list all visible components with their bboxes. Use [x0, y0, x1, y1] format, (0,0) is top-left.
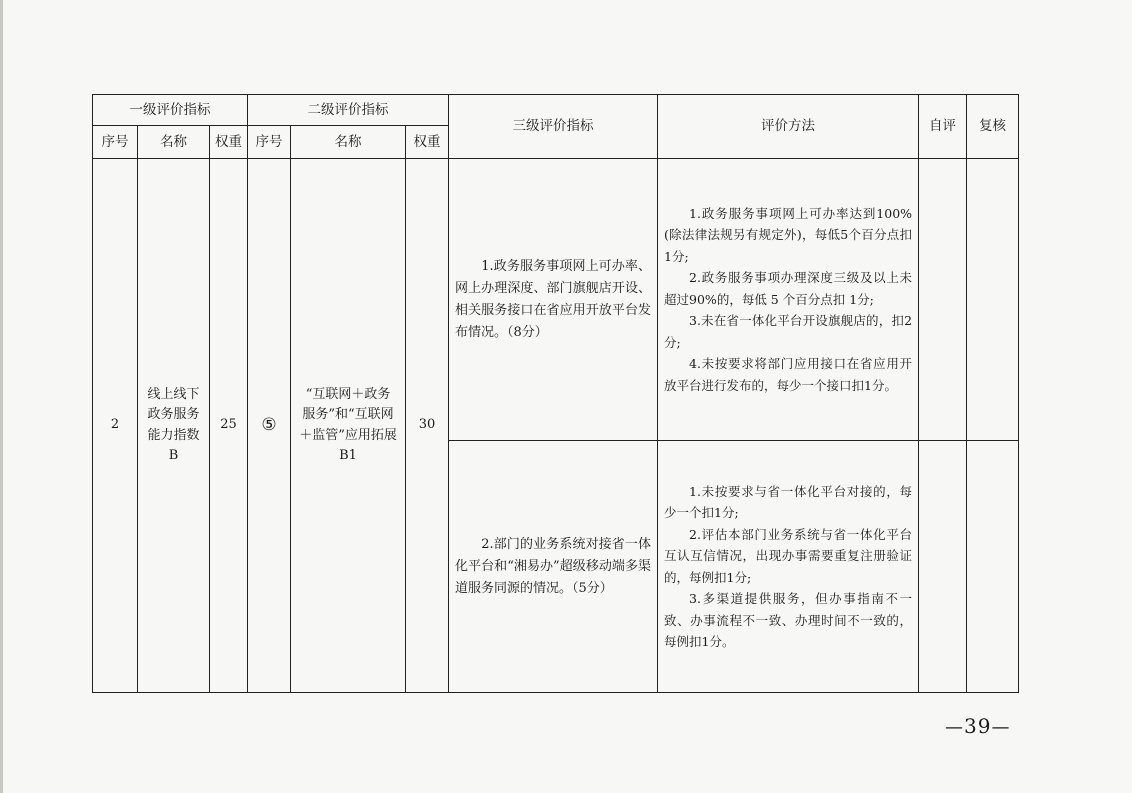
l1-weight-cell: 25	[210, 159, 248, 693]
self-eval-cell-1[interactable]	[919, 159, 967, 441]
l2-name-line: B1	[339, 447, 357, 463]
header-method: 评价方法	[658, 95, 919, 159]
criterion-1: 1.政务服务事项网上可办率、网上办理深度、部门旗舰店开设、相关服务接口在省应用开放平台发布情况。（8分）	[449, 159, 658, 441]
method-1-item: 3.未在省一体化平台开设旗舰店的，扣2分;	[664, 313, 913, 350]
l1-name-line: 能力指数	[147, 427, 200, 443]
evaluation-table	[92, 94, 1019, 693]
method-2-item: 3.多渠道提供服务，但办事指南不一致、办事流程不一致、办理时间不一致的，每例扣1分。	[664, 591, 913, 649]
header-level3: 三级评价指标	[449, 95, 658, 159]
l2-name-line: ＋监管”应用拓展	[299, 427, 397, 443]
method-2	[658, 441, 919, 693]
header-l1-weight: 权重	[210, 126, 248, 159]
l1-no-cell: 2	[93, 159, 138, 693]
l2-name-line: 服务”和“互联网	[302, 407, 394, 423]
l1-name-line: 政务服务	[147, 407, 200, 423]
header-self-eval: 自评	[919, 95, 967, 159]
l2-weight-cell: 30	[406, 159, 449, 693]
l2-name-line: “互联网＋政务	[305, 387, 391, 403]
header-l1-no: 序号	[93, 126, 138, 159]
review-cell-1[interactable]	[967, 159, 1019, 441]
page-dash-right: —	[991, 717, 1011, 738]
header-l2-weight: 权重	[406, 126, 449, 159]
criterion-2: 2.部门的业务系统对接省一体化平台和“湘易办”超级移动端多渠道服务同源的情况。（5分）	[449, 441, 658, 693]
page-dash-left: —	[945, 717, 964, 738]
header-review: 复核	[967, 95, 1019, 159]
l1-name-cell	[138, 159, 210, 693]
page-edge	[0, 0, 3, 793]
header-l2-name: 名称	[291, 126, 406, 159]
self-eval-cell-2[interactable]	[919, 441, 967, 693]
header-level2: 二级评价指标	[248, 95, 449, 126]
header-l1-name: 名称	[138, 126, 210, 159]
method-2-item: 2.评估本部门业务系统与省一体化平台互认互信情况，出现办事需要重复注册验证的，每例扣1分;	[664, 526, 913, 585]
l1-name-line: B	[168, 447, 179, 463]
l2-name-cell	[291, 159, 406, 693]
method-1	[658, 159, 919, 441]
l1-name-line: 线上线下	[147, 387, 200, 403]
method-1-item: 2.政务服务事项办理深度三级及以上未超过90%的，每低 5 个百分点扣 1分;	[664, 270, 913, 307]
page-number-value: 39	[964, 714, 992, 738]
l2-no-cell: ⑤	[248, 159, 291, 693]
page-number	[945, 714, 1010, 738]
method-1-item: 1.政务服务事项网上可办率达到100%(除法律法规另有规定外)，每低5个百分点扣1分;	[664, 205, 913, 264]
method-1-item: 4.未按要求将部门应用接口在省应用开放平台进行发布的，每少一个接口扣1分。	[664, 356, 913, 393]
method-2-item: 1.未按要求与省一体化平台对接的，每少一个扣1分;	[664, 483, 913, 520]
review-cell-2[interactable]	[967, 441, 1019, 693]
header-l2-no: 序号	[248, 126, 291, 159]
header-level1: 一级评价指标	[93, 95, 248, 126]
